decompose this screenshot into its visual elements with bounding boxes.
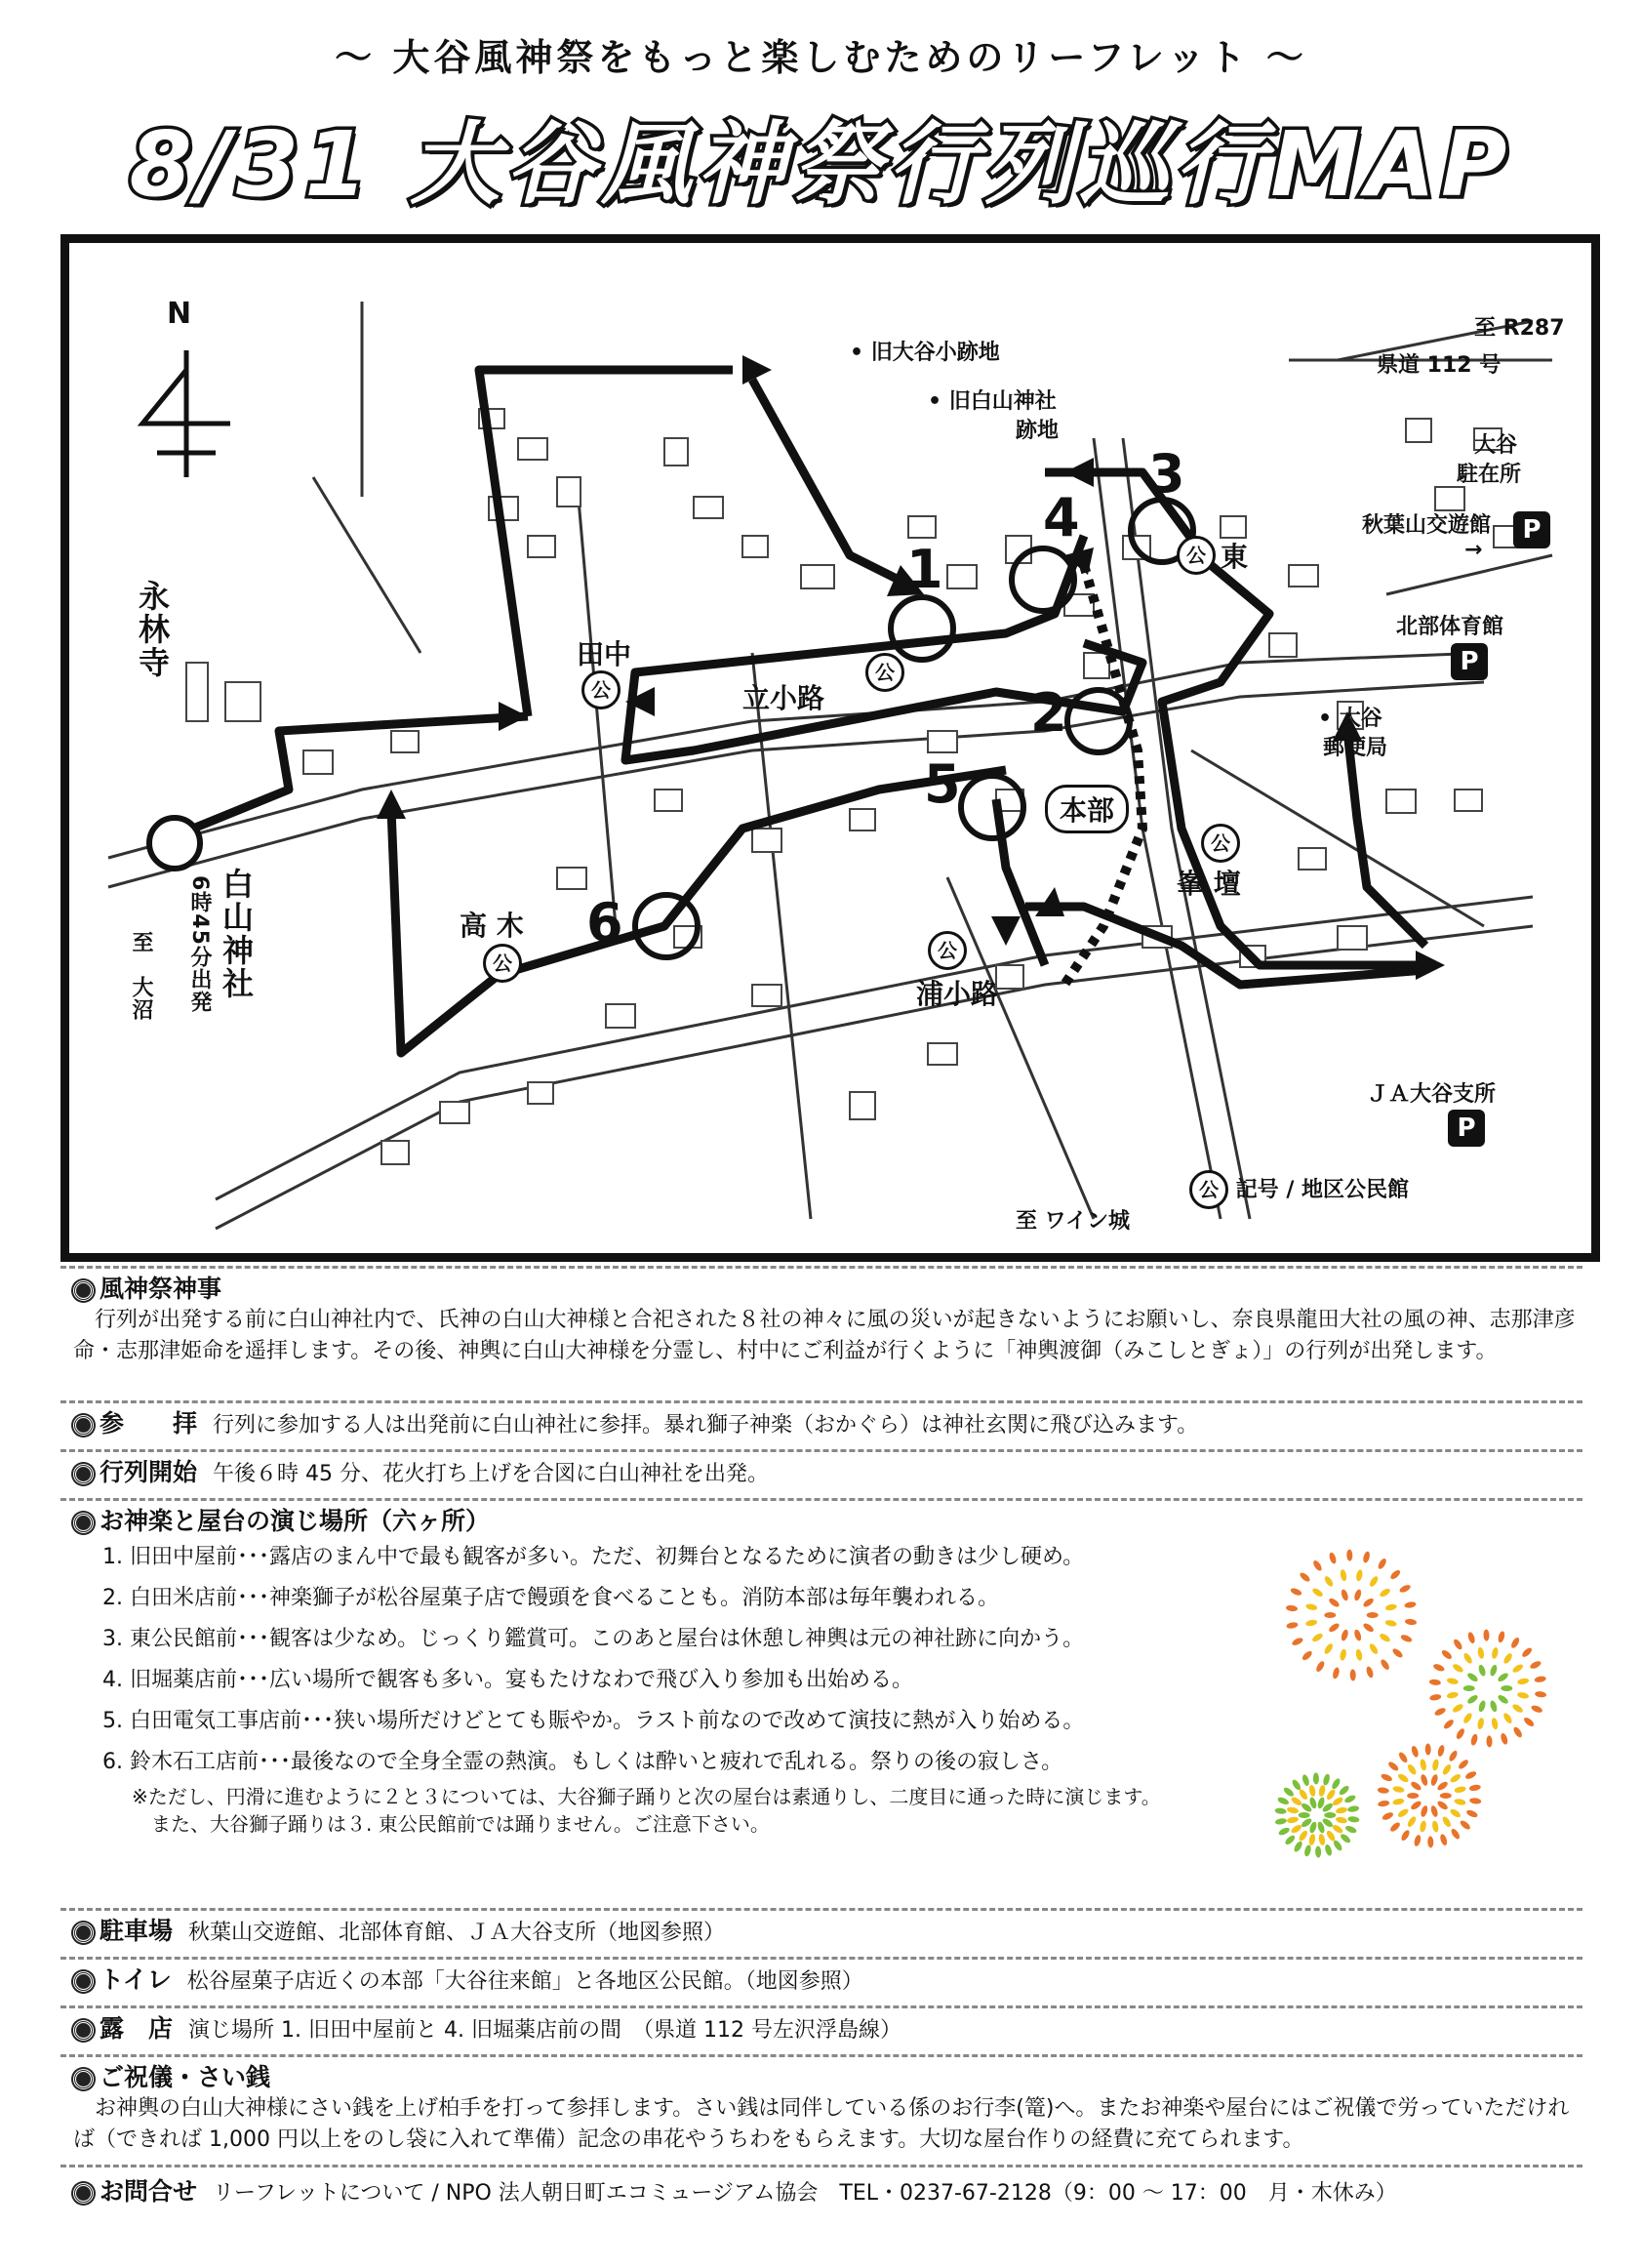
firework-spark	[1452, 1663, 1464, 1675]
firework-spark	[1410, 1800, 1422, 1811]
section-start	[73, 1457, 1576, 1490]
firework-spark	[1483, 1630, 1489, 1641]
firework-spark	[1350, 1669, 1356, 1681]
route-map	[60, 234, 1600, 1262]
firework-spark	[1332, 1796, 1344, 1807]
label-wine: 至 ワイン城	[1016, 1209, 1130, 1234]
firework-spark	[1362, 1622, 1375, 1634]
divider	[60, 1908, 1582, 1911]
firework-spark	[1298, 1788, 1309, 1801]
firework-spark	[1324, 1612, 1336, 1618]
section-body: 行列が出発する前に白山神社内で、氏神の白山大神様と合祀された８社の神々に風の災いが起きないようにお願いし、奈良県龍田大社の風の神、志那津彦命・志那津姫命を遥拝します。その後、神輿に白山大神様を分霊し、村中にご利益が行くように「神輿渡御（みこしとぎょ）」の行列が出発します。	[73, 1308, 1576, 1363]
firework-spark	[1308, 1785, 1316, 1798]
firework-spark	[1439, 1834, 1448, 1846]
firework-spark	[1384, 1603, 1397, 1611]
legend: 公 記号 / 地区公民館	[1189, 1170, 1409, 1209]
route-segment-c	[752, 380, 908, 585]
firework-spark	[1315, 1846, 1321, 1858]
firework-spark	[1389, 1568, 1402, 1581]
firework-spark	[1328, 1622, 1341, 1634]
firework-spark	[1459, 1819, 1471, 1831]
firework-spark	[1343, 1794, 1356, 1804]
firework-spark	[1311, 1632, 1324, 1643]
firework-spark	[1437, 1744, 1446, 1757]
firework-spark	[1420, 1773, 1428, 1786]
firework-spark	[1497, 1672, 1509, 1683]
firework-spark	[1377, 1787, 1389, 1794]
kominkan-icon-minedan: 公	[1201, 824, 1240, 863]
section-stalls	[73, 2013, 1576, 2046]
divider	[60, 1266, 1582, 1269]
firework-spark	[1405, 1618, 1418, 1625]
firework-spark	[1486, 1735, 1492, 1747]
divider	[60, 1498, 1582, 1501]
firework-spark	[1324, 1843, 1333, 1856]
firework-spark	[1355, 1569, 1363, 1582]
firework-spark	[1362, 1551, 1371, 1563]
firework-spark	[1446, 1678, 1459, 1685]
firework-spark	[1347, 1816, 1360, 1823]
firework-spark	[1368, 1642, 1380, 1655]
bullet-icon	[73, 2020, 94, 2041]
firework-spark	[1387, 1761, 1400, 1772]
label-hokubu: 北部体育館	[1396, 615, 1504, 639]
section-heading: ご祝儀・さい銭	[100, 2063, 271, 2091]
firework-spark	[1299, 1812, 1310, 1818]
firework-spark	[1400, 1829, 1411, 1842]
section-body: 秋葉山交遊館、北部体育館、ＪＡ大谷支所（地図参照）	[188, 1921, 726, 1945]
label-higashi: 東	[1221, 541, 1249, 573]
label-hakusan: 白山神社	[218, 868, 255, 1000]
firework-spark	[1500, 1732, 1508, 1745]
firework-spark	[1502, 1712, 1514, 1724]
firework-spark	[1277, 1826, 1290, 1837]
firework-spark	[1452, 1638, 1463, 1650]
bullet-icon	[73, 1415, 94, 1436]
firework-spark	[1303, 1844, 1312, 1857]
firework-spark	[1368, 1575, 1380, 1588]
firework-spark	[1336, 1806, 1348, 1814]
firework-spark	[1331, 1823, 1343, 1835]
label-tatekoji: 立小路	[742, 682, 825, 714]
firework-spark	[1512, 1725, 1524, 1738]
section-fujinsai	[73, 1274, 1576, 1367]
label-urakoji: 浦小路	[916, 978, 999, 1010]
firework-spark	[1301, 1649, 1313, 1662]
list-item: 2. 白田米店前･･･神楽獅子が松谷屋菓子店で饅頭を食べることも。消防本部は毎年襲われる。	[102, 1586, 999, 1610]
firework-spark	[1305, 1619, 1318, 1627]
firework-spark	[1277, 1796, 1290, 1805]
section-heading: トイレ	[100, 1965, 172, 1994]
firework-spark	[1441, 1763, 1453, 1776]
firework-spark	[1332, 1839, 1343, 1851]
stop-number-6: 6	[586, 892, 623, 953]
bullet-icon	[73, 1923, 94, 1943]
section-heading: お神楽と屋台の演じ場所（六ヶ所）	[100, 1507, 491, 1535]
parking-icon-ja: P	[1448, 1110, 1485, 1147]
firework-spark	[1406, 1815, 1418, 1828]
label-takagi: 高 木	[460, 910, 524, 942]
firework-spark	[1341, 1629, 1349, 1641]
label-post-2: 郵便局	[1323, 736, 1388, 760]
firework-spark	[1450, 1828, 1462, 1841]
firework-spark	[1436, 1780, 1449, 1792]
firework-spark	[1365, 1666, 1374, 1679]
firework-spark	[1441, 1815, 1453, 1828]
firework-spark	[1501, 1685, 1512, 1691]
firework-spark	[1305, 1603, 1318, 1611]
label-old-shrine-2: 跡地	[1016, 419, 1060, 443]
firework-spark	[1427, 1836, 1433, 1847]
list-item: 5. 白田電気工事店前･･･狭い場所だけどとても賑やか。ラスト前なので改めて演技に熱が入り始める。	[102, 1709, 1085, 1733]
firework-spark	[1367, 1612, 1379, 1618]
section-toilet	[73, 1964, 1576, 1998]
firework-spark	[1404, 1601, 1417, 1609]
section-heading: 参 拝	[100, 1409, 198, 1438]
note: ※ただし、円滑に進むように２と３については、大谷獅子踊りと次の屋台は素通りし、二度目に通った時に演じます。	[132, 1785, 1161, 1808]
firework-spark	[1429, 1773, 1438, 1786]
divider	[60, 2054, 1582, 2057]
firework-spark	[1274, 1807, 1287, 1814]
firework-spark	[1379, 1587, 1391, 1599]
label-honbu: 本部	[1045, 785, 1129, 833]
firework-spark	[1407, 1793, 1419, 1799]
firework-spark	[1406, 1763, 1418, 1776]
label-post-1: • 大谷	[1318, 707, 1382, 731]
kominkan-icon-takagi: 公	[483, 944, 522, 983]
firework-spark	[1431, 1820, 1439, 1833]
firework-spark	[1286, 1622, 1299, 1630]
firework-spark	[1392, 1785, 1405, 1793]
list-item: 6. 鈴木石工店前･･･最後なので全身全霊の熱演。もしくは酔いと疲れで乱れる。祭りの後の寂しさ。	[102, 1750, 1063, 1774]
north-arrow	[142, 350, 230, 477]
parking-icon-hokubu: P	[1451, 643, 1488, 680]
firework-spark	[1464, 1770, 1477, 1781]
firework-spark	[1511, 1703, 1524, 1715]
firework-spark	[1293, 1841, 1303, 1853]
firework-spark	[1382, 1811, 1394, 1822]
firework-spark	[1429, 1679, 1442, 1685]
firework-spark	[1287, 1816, 1300, 1824]
kominkan-icon: 公	[1189, 1170, 1228, 1209]
firework-spark	[1340, 1648, 1347, 1661]
firework-spark	[1497, 1631, 1505, 1643]
firework-spark	[1323, 1642, 1335, 1655]
firework-spark	[1531, 1704, 1543, 1714]
stop-number-5: 5	[924, 753, 961, 815]
firework-spark	[1454, 1798, 1466, 1805]
firework-spark	[1302, 1774, 1310, 1787]
firework-spark	[1312, 1559, 1324, 1572]
firework-spark	[1341, 1589, 1349, 1601]
firework-spark	[1379, 1632, 1391, 1643]
section-heading: 露 店	[100, 2014, 174, 2043]
divider	[60, 2165, 1582, 2167]
firework-spark	[1410, 1780, 1422, 1792]
section-parking	[73, 1916, 1576, 1949]
firework-spark	[1397, 1751, 1409, 1763]
firework-spark	[1477, 1646, 1485, 1659]
firework-spark	[1449, 1772, 1462, 1784]
firework-spark	[1336, 1816, 1348, 1824]
section-body: リーフレットについて / NPO 法人朝日町エコミュージアム協会 TEL・0237-67-2128（9：00 〜 17：00 月・木休み）	[213, 2181, 1397, 2206]
firework-spark	[1291, 1637, 1303, 1647]
firework-spark	[1284, 1834, 1297, 1846]
list-item: 1. 旧田中屋前･･･露店のまん中で最も観客が多い。ただ、初舞台となるために演者の動きは少し硬め。	[102, 1545, 1085, 1569]
kominkan-icon-tatekoji: 公	[865, 653, 904, 692]
stop-number-3: 3	[1148, 443, 1185, 505]
label-minedan: 峯 壇	[1177, 868, 1241, 900]
kominkan-icon-tanaka: 公	[581, 670, 621, 709]
section-body: 行列に参加する人は出発前に白山神社に参拝。暴れ獅子神楽（おかぐら）は神社玄関に飛び込みます。	[213, 1413, 1199, 1438]
firework-spark	[1282, 1786, 1295, 1798]
firework-spark	[1413, 1834, 1422, 1846]
firework-spark	[1468, 1784, 1481, 1792]
firework-spark	[1477, 1700, 1486, 1713]
label-ohnuma: 至 大沼	[129, 931, 153, 1021]
firework-spark	[1325, 1830, 1337, 1843]
firework-spark	[1431, 1759, 1439, 1771]
bullet-icon	[73, 1280, 94, 1301]
firework-spark	[1331, 1777, 1342, 1790]
firework-spark	[1491, 1646, 1499, 1659]
firework-spark	[1313, 1772, 1319, 1784]
firework-spark	[1318, 1785, 1326, 1798]
firework-spark	[1449, 1807, 1462, 1819]
stop-number-4: 4	[1043, 487, 1080, 548]
section-offering	[73, 2062, 1576, 2156]
label-police-1: 大谷	[1474, 433, 1518, 458]
firework-spark	[1298, 1829, 1309, 1842]
firework-spark	[1433, 1707, 1446, 1718]
firework-spark	[1323, 1575, 1335, 1588]
firework-spark	[1340, 1833, 1352, 1844]
firework-spark	[1463, 1685, 1475, 1691]
firework-spark	[1429, 1693, 1442, 1701]
firework-spark	[1436, 1800, 1449, 1811]
firework-spark	[1328, 1552, 1337, 1564]
kominkan-icon-urakoji: 公	[928, 931, 967, 970]
arrow-right-icon: →	[1464, 538, 1483, 562]
firework-spark	[1523, 1716, 1536, 1727]
section-heading: お問合せ	[100, 2177, 198, 2206]
firework-spark	[1338, 1784, 1350, 1797]
firework-spark	[1489, 1700, 1498, 1713]
firework-spark	[1465, 1808, 1478, 1818]
section-body: 松谷屋菓子店近くの本部「大谷往来館」と各地区公民館。（地図参照）	[186, 1969, 863, 1994]
stop-number-1: 1	[906, 539, 943, 600]
firework-spark	[1448, 1750, 1459, 1762]
page-title: 8/31 大谷風神祭行列巡行MAP	[129, 112, 1513, 217]
label-police-2: 駐在所	[1457, 463, 1522, 487]
firework-spark	[1325, 1788, 1337, 1801]
parking-icon-akiba: P	[1513, 511, 1550, 548]
firework-spark	[1529, 1660, 1542, 1671]
firework-spark	[1392, 1798, 1405, 1805]
label-route112: 県道 112 号	[1377, 353, 1502, 378]
firework-spark	[1344, 1825, 1357, 1835]
firework-spark	[1378, 1800, 1390, 1807]
firework-spark	[1517, 1691, 1530, 1699]
firework-spark	[1290, 1587, 1302, 1597]
firework-spark	[1381, 1772, 1393, 1782]
firework-spark	[1440, 1648, 1453, 1660]
firework-spark	[1477, 1664, 1486, 1677]
firework-spark	[1446, 1691, 1459, 1699]
hakusan-circle	[149, 818, 200, 869]
firework-spark	[1454, 1786, 1466, 1794]
page-subtitle: 〜 大谷風神祭をもっと楽しむためのリーフレット 〜	[335, 36, 1307, 79]
firework-spark	[1511, 1663, 1524, 1675]
list-item: 4. 旧堀薬店前･･･広い場所で観客も多い。宴もたけなわで飛び入り参加も出始める。	[102, 1668, 913, 1692]
firework-spark	[1466, 1693, 1479, 1705]
label-depart: 6時45分出発	[187, 875, 212, 1013]
firework-spark	[1286, 1604, 1299, 1611]
fireworks-illustration	[1268, 1532, 1561, 1874]
section-contact	[73, 2176, 1576, 2209]
divider	[60, 1449, 1582, 1452]
section-heading: 風神祭神事	[100, 1275, 222, 1303]
firework-spark	[1477, 1718, 1485, 1730]
firework-spark	[1397, 1807, 1410, 1819]
firework-spark	[1429, 1804, 1438, 1817]
divider	[60, 1957, 1582, 1960]
firework-spark	[1311, 1587, 1324, 1599]
divider	[60, 1400, 1582, 1403]
bullet-icon	[73, 1971, 94, 1992]
firework-spark	[1324, 1812, 1336, 1818]
firework-spark	[1455, 1727, 1465, 1740]
firework-spark	[1400, 1634, 1413, 1643]
stop-number-2: 2	[1030, 682, 1067, 744]
firework-spark	[1315, 1660, 1326, 1673]
firework-spark	[1442, 1719, 1455, 1731]
firework-spark	[1332, 1667, 1341, 1680]
firework-spark	[1398, 1584, 1411, 1595]
list-item: 3. 東公民館前･･･観客は少なめ。じっくり鑑賞可。このあと屋台は休憩し神輿は元の神社跡に向かう。	[102, 1627, 1085, 1651]
divider	[60, 2005, 1582, 2008]
section-body: お神輿の白山大神様にさい銭を上げ柏手を打って参拝します。さい銭は同伴している係のお行李(篭)へ。またお神楽や屋台にはご祝儀で労っていただければ（できれば 1,000 円以上をのし袋に入れて準備）記念の串花やうちわをもらえます。大切な屋台作りの経費に充てられます。	[73, 2096, 1570, 2152]
bullet-icon	[73, 2069, 94, 2089]
firework-spark	[1299, 1571, 1311, 1583]
firework-spark	[1340, 1569, 1347, 1582]
firework-spark	[1411, 1745, 1420, 1758]
firework-spark	[1469, 1798, 1482, 1804]
firework-spark	[1287, 1806, 1300, 1814]
section-sanpai	[73, 1408, 1576, 1441]
firework-spark	[1534, 1676, 1546, 1683]
firework-spark	[1509, 1637, 1520, 1649]
firework-spark	[1497, 1693, 1509, 1705]
firework-spark	[1470, 1733, 1479, 1746]
firework-spark	[1362, 1597, 1375, 1608]
firework-spark	[1389, 1821, 1402, 1834]
firework-spark	[1353, 1629, 1362, 1641]
firework-spark	[1419, 1820, 1426, 1833]
firework-spark	[1318, 1834, 1326, 1846]
firework-spark	[1322, 1773, 1331, 1786]
kominkan-icon-higashi: 公	[1177, 536, 1216, 575]
stop-circle-1	[891, 597, 953, 660]
firework-spark	[1420, 1759, 1427, 1771]
firework-spark	[1458, 1759, 1470, 1771]
firework-spark	[1440, 1793, 1452, 1799]
firework-spark	[1466, 1632, 1475, 1644]
firework-spark	[1328, 1597, 1341, 1608]
label-eirinji: 永林寺	[134, 580, 171, 679]
firework-spark	[1377, 1558, 1387, 1570]
firework-spark	[1535, 1691, 1547, 1698]
label-tanaka: 田中	[577, 638, 632, 670]
firework-spark	[1308, 1834, 1316, 1846]
firework-spark	[1391, 1647, 1404, 1659]
firework-spark	[1355, 1648, 1363, 1661]
firework-spark	[1502, 1652, 1514, 1665]
section-heading: 駐車場	[100, 1917, 174, 1945]
bullet-icon	[73, 1464, 94, 1484]
firework-spark	[1290, 1796, 1302, 1807]
firework-spark	[1380, 1658, 1391, 1671]
firework-spark	[1466, 1672, 1479, 1683]
section-body: 演じ場所 1. 旧田中屋前と 4. 旧堀薬店前の間 （県道 112 号左沢浮島線）	[188, 2018, 901, 2043]
north-label: N	[167, 297, 192, 331]
firework-spark	[1346, 1550, 1352, 1561]
firework-spark	[1425, 1743, 1431, 1755]
firework-spark	[1291, 1778, 1302, 1791]
firework-spark	[1420, 1804, 1428, 1817]
firework-spark	[1384, 1619, 1397, 1627]
firework-spark	[1274, 1817, 1287, 1825]
firework-spark	[1491, 1718, 1499, 1730]
firework-spark	[1290, 1823, 1302, 1835]
firework-spark	[1462, 1652, 1474, 1665]
label-ja: ＪＡ大谷支所	[1367, 1082, 1497, 1107]
label-old-shrine: • 旧白山神社	[928, 389, 1057, 414]
firework-spark	[1347, 1805, 1360, 1813]
label-akiba: 秋葉山交遊館	[1362, 513, 1492, 538]
firework-spark	[1432, 1663, 1445, 1673]
section-body: 午後６時 45 分、花火打ち上げを合図に白山神社を出発。	[213, 1462, 769, 1486]
firework-spark	[1521, 1646, 1534, 1659]
label-r287: 至 R287	[1474, 316, 1565, 341]
bullet-icon	[73, 1513, 94, 1533]
firework-spark	[1517, 1678, 1530, 1685]
firework-spark	[1397, 1772, 1410, 1784]
bullet-icon	[73, 2183, 94, 2204]
firework-spark	[1489, 1664, 1498, 1677]
firework-spark	[1452, 1703, 1464, 1715]
note: また、大谷獅子踊りは３. 東公民館前では踊りません。ご注意下さい。	[151, 1812, 770, 1836]
firework-spark	[1462, 1712, 1474, 1724]
label-old-school: • 旧大谷小跡地	[850, 341, 1000, 365]
firework-spark	[1353, 1589, 1362, 1601]
section-heading: 行列開始	[100, 1458, 198, 1486]
